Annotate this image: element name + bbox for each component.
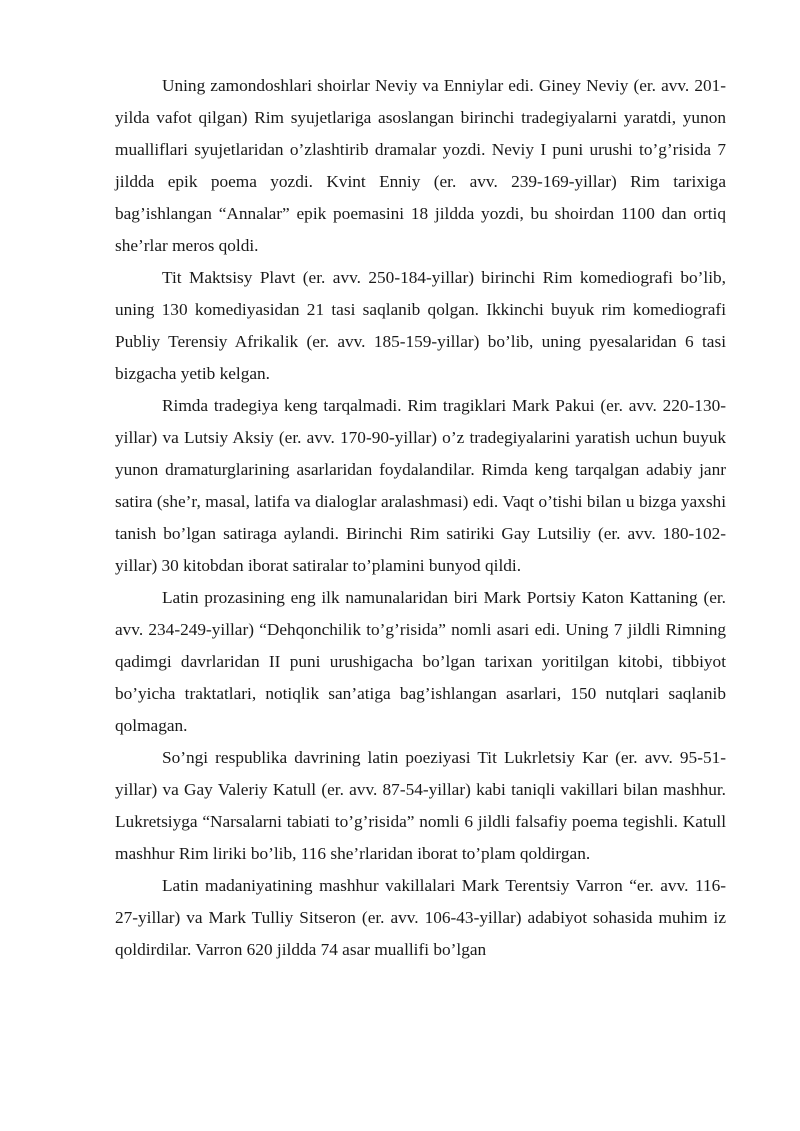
paragraph-late-republic-poetry: So’ngi respublika davrining latin poeziyasi Tit Lukrletsiy Kar (er. avv. 95-51-yillar) va Gay Valeriy Katull (er. avv. 87-54-yillar) kabi taniqli vakillari bilan mashhur. Lukretsiyga “Narsalarni tabiati to’g’risida” nomli 6 jildli falsafiy poema tegishli. Katull mashhur Rim liriki bo’lib, 116 she’rlaridan iborat to’plam qoldirgan. <box>115 748 726 863</box>
paragraph-contemporaries: Uning zamondoshlari shoirlar Neviy va Enniylar edi. Giney Neviy (er. avv. 201-yilda vafot qilgan) Rim syujetlariga asoslangan birinchi tradegiyalarni yaratdi, yunon mualliflari syujetlaridan o’zlashtirib dramalar yozdi. Neviy I puni urushi to’g’risida 7 jildda epik poema yozdi. Kvint Enniy (er. avv. 239-169-yillar) Rim tarixiga bag’ishlangan “Annalar” epik poemasini 18 jildda yozdi, bu shoirdan 1100 dan ortiq she’rlar meros qoldi. <box>115 76 726 255</box>
paragraph-varro-cicero: Latin madaniyatining mashhur vakillalari Mark Terentsiy Varron “er. avv. 116-27-yillar) va Mark Tulliy Sitseron (er. avv. 106-43-yillar) adabiyot sohasida muhim iz qoldirdilar. Varron 620 jildda 74 asar muallifi bo’lgan <box>115 876 726 959</box>
paragraph-plautus-terence: Tit Maktsisy Plavt (er. avv. 250-184-yillar) birinchi Rim komediografi bo’lib, uning 130 komediyasidan 21 tasi saqlanib qolgan. Ikkinchi buyuk rim komediografi Publiy Terensiy Afrikalik (er. avv. 185-159-yillar) bo’lib, uning pyesalaridan 6 tasi bizgacha yetib kelgan. <box>115 268 726 383</box>
paragraph-latin-prose: Latin prozasining eng ilk namunalaridan biri Mark Portsiy Katon Kattaning (er. avv. 234-249-yillar) “Dehqonchilik to’g’risida” nomli asari edi. Uning 7 jildli Rimning qadimgi davrlaridan II puni urushigacha bo’lgan tarixan yoritilgan kitobi, tibbiyot bo’yicha traktatlari, notiqlik san’atiga bag’ishlangan asarlari, 150 nutqlari saqlanib qolmagan. <box>115 588 726 735</box>
document-page <box>115 70 726 966</box>
paragraph-tragedy-satire: Rimda tradegiya keng tarqalmadi. Rim tragiklari Mark Pakui (er. avv. 220-130-yillar) va Lutsiy Aksiy (er. avv. 170-90-yillar) o’z tradegiyalarini yaratish uchun buyuk yunon dramaturglarining asarlaridan foydalandilar. Rimda keng tarqalgan adabiy janr satira (she’r, masal, latifa va dialoglar aralashmasi) edi. Vaqt o’tishi bilan u bizga yaxshi tanish bo’lgan satiraga aylandi. Birinchi Rim satiriki Gay Lutsiliy (er. avv. 180-102-yillar) 30 kitobdan iborat satiralar to’plamini bunyod qildi. <box>115 396 726 575</box>
